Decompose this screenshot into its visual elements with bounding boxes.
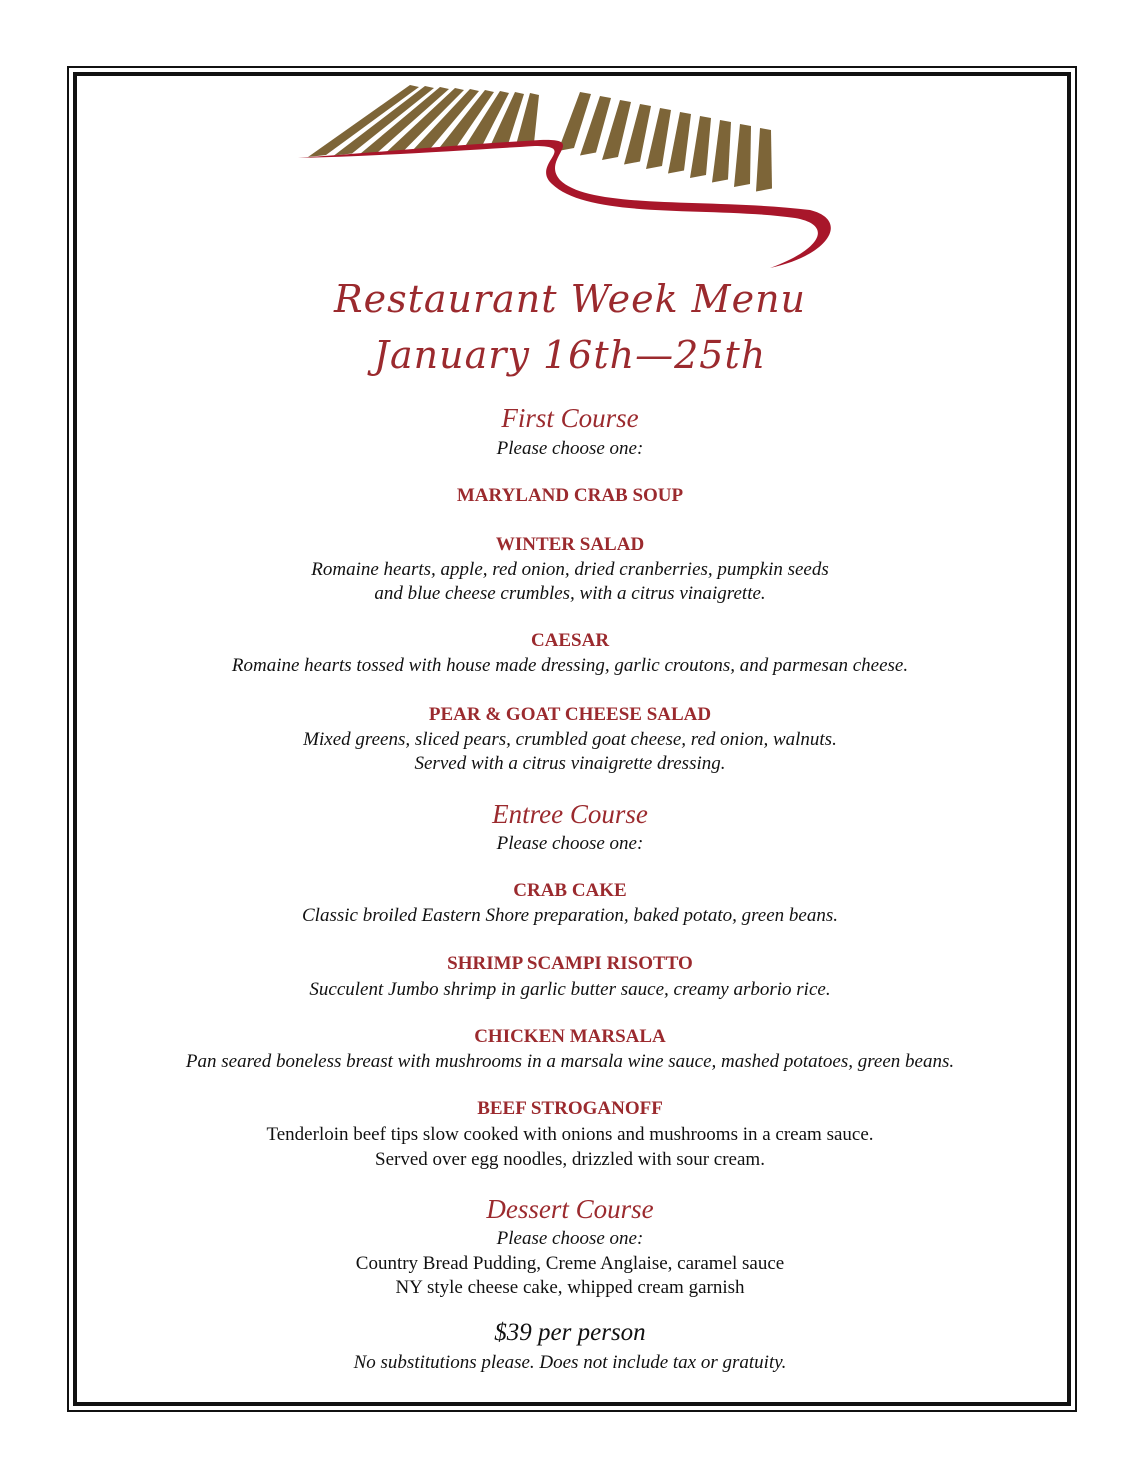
menu-item-description: Romaine hearts, apple, red onion, dried cranberries, pumpkin seeds: [311, 559, 829, 580]
entree-course-instruction: Please choose one:: [496, 833, 644, 854]
menu-item-description: Tenderloin beef tips slow cooked with onions and mushrooms in a cream sauce.: [266, 1124, 874, 1145]
price: $39 per person: [494, 1319, 646, 1346]
menu-item-name: CAESAR: [530, 630, 610, 651]
logo-stripe: [690, 116, 711, 178]
entree-course-heading: Entree Course: [492, 799, 648, 829]
menu-item-name: BEEF STROGANOFF: [477, 1098, 663, 1119]
logo-stripes: [308, 85, 772, 192]
dessert-course-heading: Dessert Course: [486, 1194, 654, 1224]
menu-item-description: Romaine hearts tossed with house made dressing, garlic croutons, and parmesan cheese.: [231, 655, 909, 676]
menu-item-name: MARYLAND CRAB SOUP: [456, 485, 684, 506]
menu-item-name: PEAR & GOAT CHEESE SALAD: [428, 704, 712, 725]
menu-item-description: Mixed greens, sliced pears, crumbled goat cheese, red onion, walnuts.: [303, 729, 837, 750]
menu-item-name: CRAB CAKE: [513, 880, 627, 901]
first-course-heading: First Course: [501, 403, 639, 433]
first-course-instruction: Please choose one:: [496, 438, 644, 459]
menu-title: Restaurant Week Menu: [333, 277, 807, 321]
menu-item-description: Classic broiled Eastern Shore preparation, baked potato, green beans.: [302, 905, 838, 926]
menu-item-name: SHRIMP SCAMPI RISOTTO: [447, 953, 693, 974]
logo-stripe: [712, 120, 731, 183]
dessert-course-instruction: Please choose one:: [496, 1228, 644, 1249]
menu-dates: January 16th—25th: [373, 333, 767, 377]
logo-stripe: [756, 128, 772, 192]
menu-item-description: Succulent Jumbo shrimp in garlic butter sauce, creamy arborio rice.: [309, 979, 831, 1000]
menu-item-description: and blue cheese crumbles, with a citrus vinaigrette.: [374, 583, 766, 604]
menu-item-description: Pan seared boneless breast with mushrooms in a marsala wine sauce, mashed potatoes, green beans.: [185, 1051, 955, 1072]
logo-stripe: [734, 124, 751, 187]
logo-stripe: [646, 108, 671, 169]
menu-item-name: WINTER SALAD: [495, 534, 645, 555]
menu-item-description: Served over egg noodles, drizzled with sour cream.: [375, 1149, 765, 1170]
dessert-item: NY style cheese cake, whipped cream garnish: [395, 1277, 745, 1298]
menu-item-name: CHICKEN MARSALA: [474, 1026, 666, 1047]
logo-road: [298, 140, 831, 268]
footer-note: No substitutions please. Does not include tax or gratuity.: [353, 1352, 787, 1373]
dessert-item: Country Bread Pudding, Creme Anglaise, caramel sauce: [355, 1253, 785, 1274]
menu-item-description: Served with a citrus vinaigrette dressing.: [414, 753, 726, 774]
logo-stripe: [668, 112, 691, 174]
vineyard-logo: [290, 80, 850, 280]
